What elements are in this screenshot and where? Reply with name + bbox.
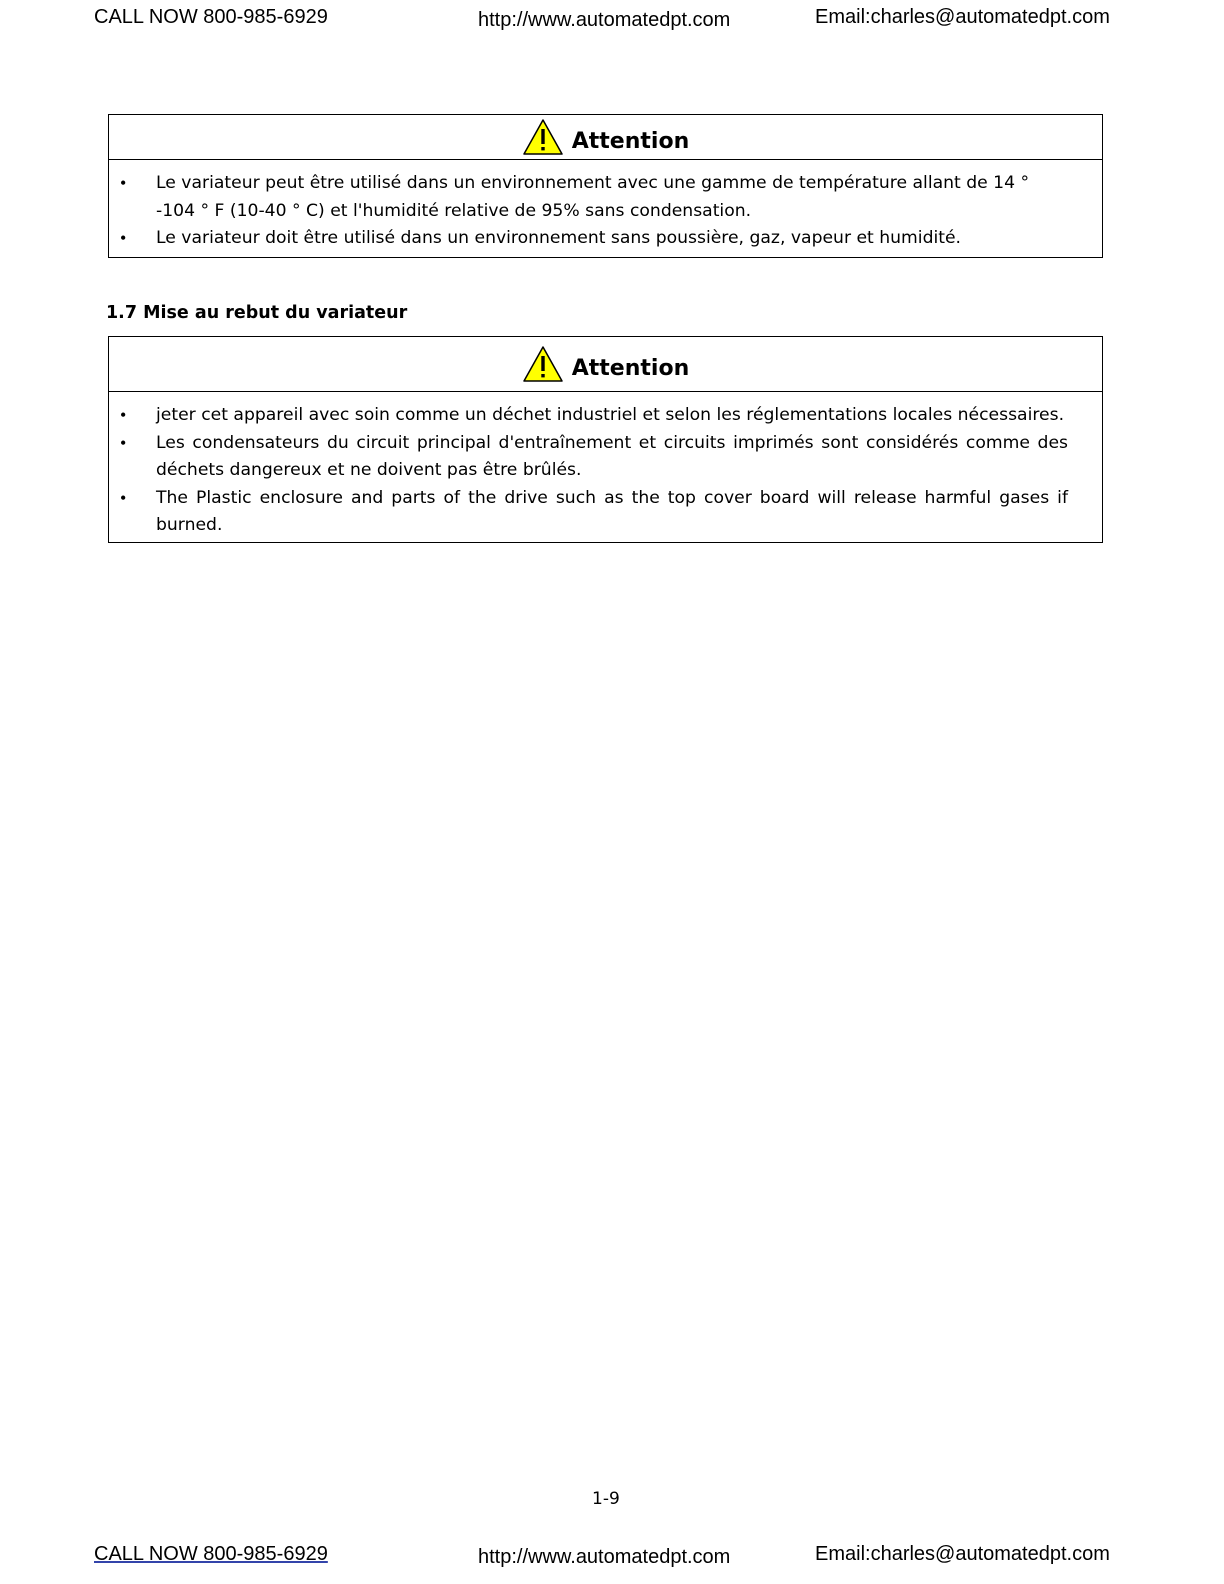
attention-box-header [109, 337, 1102, 392]
list-item: • Le variateur peut être utilisé dans un environnement avec une gamme de température allant de 14 ° -104 ° F (10-40 ° C) et l'humidité relative de 95% sans condensation. [109, 170, 1042, 225]
footer-url[interactable]: http://www.automatedpt.com [478, 1546, 731, 1568]
list-item: • The Plastic enclosure and parts of the drive such as the top cover board will release harmful gases if burned. [109, 485, 1068, 540]
header-url[interactable]: http://www.automatedpt.com [478, 9, 731, 31]
footer-email[interactable]: Email:charles@automatedpt.com [815, 1543, 1110, 1565]
header-phone: CALL NOW 800-985-6929 [94, 6, 328, 28]
attention-title: Attention [571, 128, 690, 154]
page-number: 1-9 [592, 1489, 620, 1509]
attention-box-header [109, 115, 1102, 160]
attention-box-environment [108, 114, 1103, 258]
list-item: • Les condensateurs du circuit principal d'entraînement et circuits imprimés sont considérés comme des déchets dangereux et ne doivent pas être brûlés. [109, 430, 1068, 485]
list-item: • jeter cet appareil avec soin comme un déchet industriel et selon les réglementations locales nécessaires. [109, 402, 1068, 430]
warning-triangle-icon [522, 345, 564, 383]
attention-title: Attention [571, 355, 690, 381]
page-footer [0, 1541, 1224, 1571]
warning-triangle-icon [522, 118, 564, 156]
section-heading: 1.7 Mise au rebut du variateur [106, 303, 408, 323]
page-header [0, 4, 1224, 34]
footer-phone: CALL NOW 800-985-6929 [94, 1543, 328, 1565]
header-email[interactable]: Email:charles@automatedpt.com [815, 6, 1110, 28]
list-item: • Le variateur doit être utilisé dans un environnement sans poussière, gaz, vapeur et humidité. [109, 225, 1042, 253]
attention-box-disposal [108, 336, 1103, 543]
attention-list [109, 160, 1102, 253]
attention-list [109, 392, 1102, 540]
